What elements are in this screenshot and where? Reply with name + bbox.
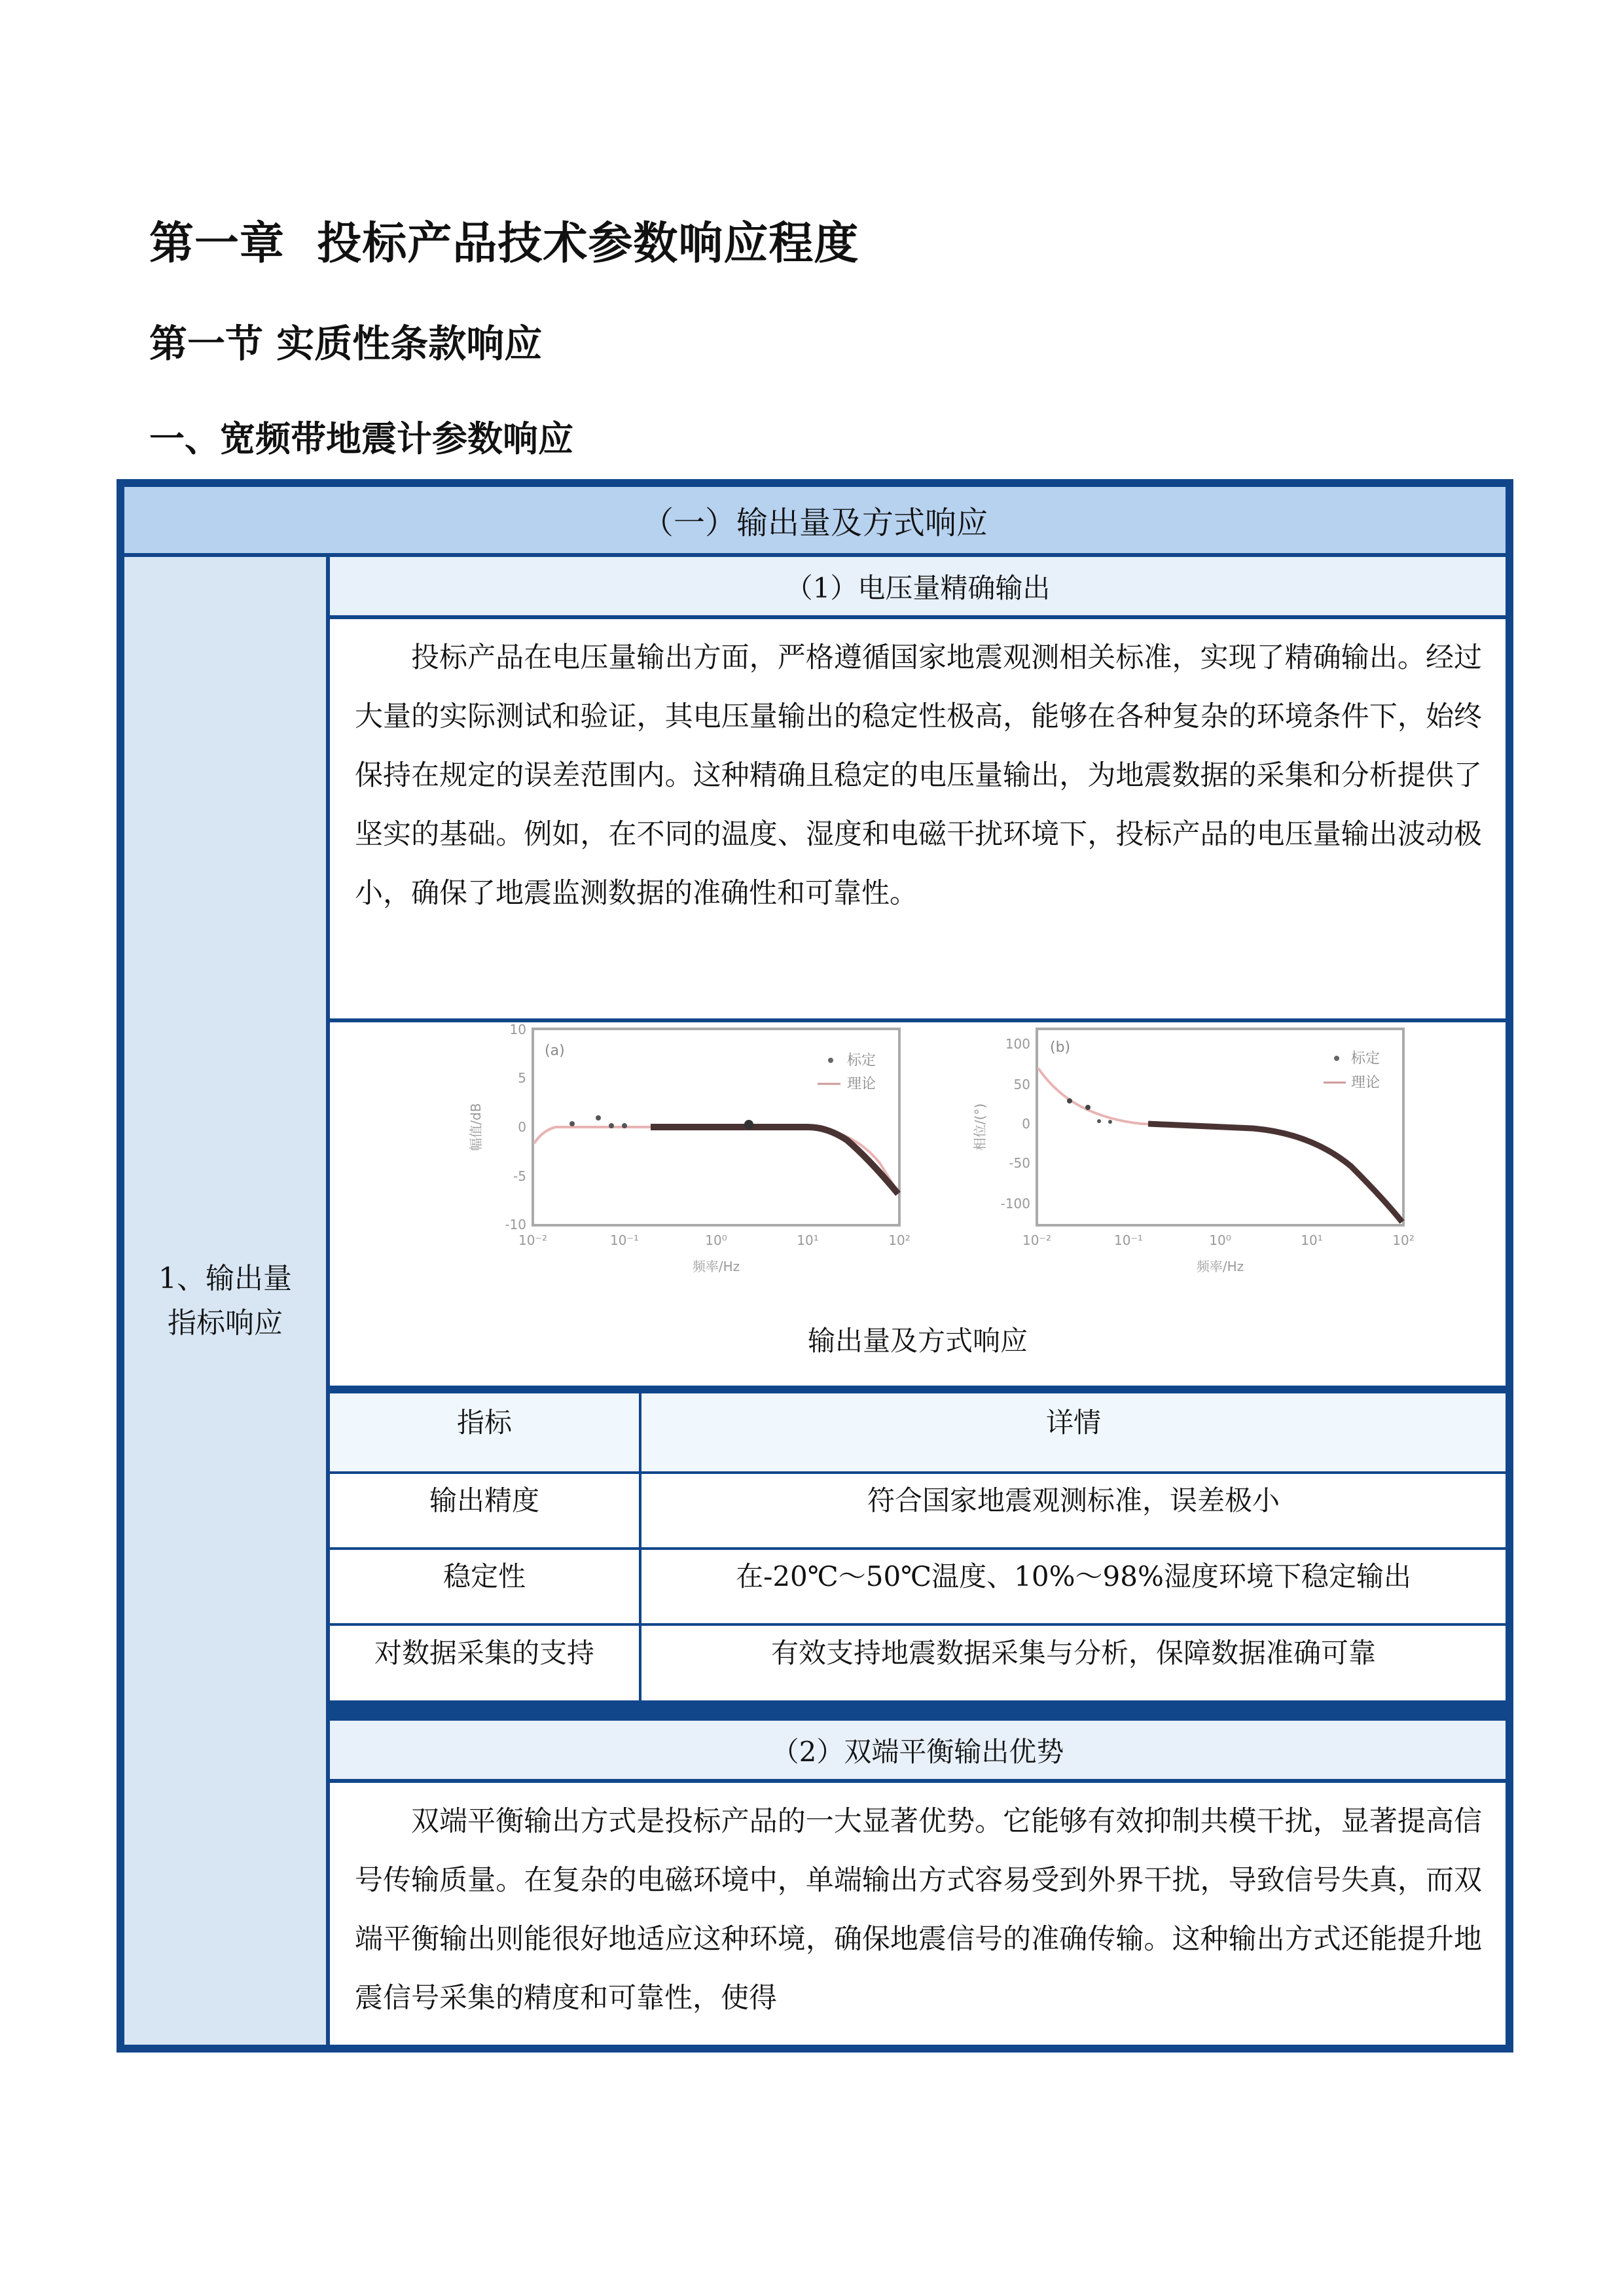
svg-text:50: 50 [1013, 1077, 1030, 1092]
table-row-detail: 在-20℃～50℃温度、10%～98%湿度环境下稳定输出 [641, 1550, 1506, 1623]
svg-text:10⁻¹: 10⁻¹ [1113, 1232, 1144, 1248]
svg-text:10¹: 10¹ [797, 1232, 819, 1248]
table-row-detail: 符合国家地震观测标准，误差极小 [641, 1474, 1506, 1547]
svg-text:10⁻²: 10⁻² [1022, 1232, 1052, 1248]
svg-text:0: 0 [1022, 1116, 1030, 1132]
table-row-indicator: 输出精度 [330, 1474, 639, 1547]
figure-caption: 输出量及方式响应 [807, 1325, 1028, 1357]
section-title: 第一节 实质性条款响应 [149, 321, 543, 366]
svg-text:-5: -5 [513, 1168, 526, 1184]
svg-text:5: 5 [518, 1070, 526, 1086]
svg-text:-10: -10 [505, 1217, 526, 1232]
svg-text:理论: 理论 [1351, 1075, 1380, 1091]
indicator-header: 指标 [330, 1393, 639, 1471]
figure-cell [330, 1022, 1506, 1386]
svg-text:10¹: 10¹ [1301, 1232, 1323, 1248]
svg-text:理论: 理论 [847, 1076, 876, 1092]
chart-amplitude [468, 1022, 911, 1274]
svg-text:频率/Hz: 频率/Hz [1196, 1259, 1244, 1274]
row-label-output-indicator [124, 557, 326, 2045]
svg-text:相位/(°): 相位/(°) [972, 1103, 988, 1151]
part1-heading: （1）电压量精确输出 [330, 557, 1506, 615]
svg-text:10²: 10² [888, 1232, 911, 1248]
svg-text:(b): (b) [1050, 1039, 1071, 1056]
part2-heading: （2）双端平衡输出优势 [330, 1721, 1506, 1779]
row-label-line1: 1、输出量 [158, 1261, 292, 1295]
svg-text:10⁰: 10⁰ [1209, 1232, 1231, 1248]
svg-text:0: 0 [518, 1119, 526, 1135]
svg-text:标定: 标定 [1351, 1050, 1380, 1067]
part1-paragraph-cell [330, 619, 1506, 1018]
frequency-response-figure [330, 1022, 1506, 1310]
response-table [117, 479, 1513, 2053]
svg-text:10⁻¹: 10⁻¹ [609, 1232, 640, 1248]
part2-paragraph: 双端平衡输出方式是投标产品的一大显著优势。它能够有效抑制共模干扰，显著提高信号传输质量。在复杂的电磁环境中，单端输出方式容易受到外界干扰，导致信号失真，而双端平衡输出则能很好地适应这种环境，确保地震信号的准确传输。这种输出方式还能提升地震信号采集的精度和可靠性，使得 [355, 1805, 1482, 2015]
indicator-table [330, 1390, 1506, 1717]
svg-text:(a): (a) [545, 1043, 565, 1059]
part1-paragraph: 投标产品在电压量输出方面，严格遵循国家地震观测相关标准，实现了精确输出。经过大量的实际测试和验证，其电压量输出的稳定性极高，能够在各种复杂的环境条件下，始终保持在规定的误差范围内。这种精确且稳定的电压量输出，为地震数据的采集和分析提供了坚实的基础。例如，在不同的温度、湿度和电磁干扰环境下，投标产品的电压量输出波动极小，确保了地震监测数据的准确性和可靠性。 [355, 641, 1482, 910]
svg-text:幅值/dB: 幅值/dB [468, 1103, 484, 1151]
svg-text:标定: 标定 [847, 1052, 876, 1069]
svg-text:10⁻²: 10⁻² [518, 1232, 548, 1248]
svg-text:10: 10 [509, 1022, 526, 1037]
svg-text:10²: 10² [1392, 1232, 1415, 1248]
detail-header: 详情 [641, 1393, 1506, 1471]
table-title: （一）输出量及方式响应 [124, 487, 1506, 553]
table-row-indicator: 对数据采集的支持 [330, 1626, 639, 1700]
svg-text:100: 100 [1005, 1036, 1030, 1052]
subsection-title: 一、宽频带地震计参数响应 [149, 418, 573, 459]
row-label-line2: 指标响应 [168, 1306, 283, 1340]
chart-phase [972, 1029, 1415, 1274]
svg-text:-50: -50 [1009, 1155, 1030, 1171]
svg-text:-100: -100 [1000, 1196, 1030, 1211]
part2-paragraph-cell [330, 1783, 1506, 2045]
chapter-title: 第一章 投标产品技术参数响应程度 [149, 218, 859, 270]
table-row-indicator: 稳定性 [330, 1550, 639, 1623]
svg-text:10⁰: 10⁰ [705, 1232, 727, 1248]
svg-text:频率/Hz: 频率/Hz [692, 1259, 740, 1274]
table-row-detail: 有效支持地震数据采集与分析，保障数据准确可靠 [641, 1626, 1506, 1700]
